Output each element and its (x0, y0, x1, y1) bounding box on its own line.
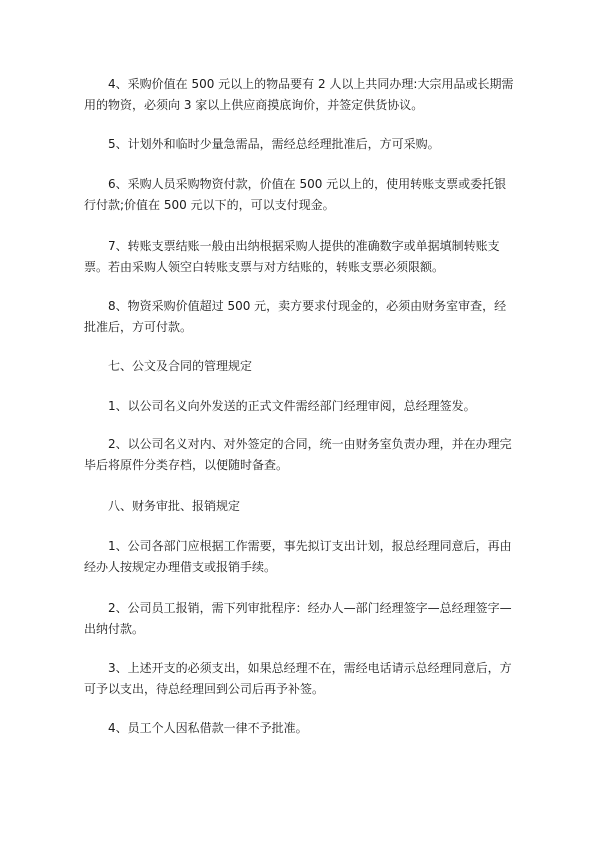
section-heading-finance-approval: 八、财务审批、报销规定 (108, 499, 241, 513)
paragraph-phone-approval: 3、上述开支的必须支出，如果总经理不在，需经电话请示总经理同意后，方可予以支出，待总经理回到公司后再予补签。 (84, 661, 512, 696)
paragraph-official-documents: 1、以公司名义向外发送的正式文件需经部门经理审阅，总经理签发。 (108, 399, 476, 413)
paragraph-unplanned-purchase: 5、计划外和临时少量急需品，需经总经理批准后，方可采购。 (108, 137, 440, 151)
section-heading-documents-contracts: 七、公文及合同的管理规定 (108, 359, 253, 373)
paragraph-approval-procedure: 2、公司员工报销，需下列审批程序：经办人—部门经理签字—总经理签字—出纳付款。 (84, 601, 512, 636)
paragraph-expense-plan: 1、公司各部门应根据工作需要，事先拟订支出计划，报总经理同意后，再由经办人按规定办理借支或报销手续。 (84, 539, 512, 574)
paragraph-payment-method: 6、采购人员采购物资付款，价值在 500 元以上的，使用转账支票或委托银行付款;价值在 500 元以下的，可以支付现金。 (84, 177, 507, 212)
paragraph-cash-payment: 8、物资采购价值超过 500 元，卖方要求付现金的，必须由财务室审查，经批准后，方可付款。 (84, 299, 507, 334)
paragraph-contracts: 2、以公司名义对内、对外签定的合同，统一由财务室负责办理，并在办理完毕后将原件分类存档，以便随时备查。 (84, 437, 512, 472)
paragraph-purchase-over-500: 4、采购价值在 500 元以上的物品要有 2 人以上共同办理:大宗用品或长期需用的物资，必须向 3 家以上供应商摸底询价，并签定供货协议。 (84, 77, 514, 112)
paragraph-transfer-check: 7、转账支票结账一般由出纳根据采购人提供的准确数字或单据填制转账支票。若由采购人领空白转账支票与对方结账的，转账支票必须限额。 (84, 239, 500, 274)
paragraph-personal-loans: 4、员工个人因私借款一律不予批准。 (108, 721, 308, 735)
